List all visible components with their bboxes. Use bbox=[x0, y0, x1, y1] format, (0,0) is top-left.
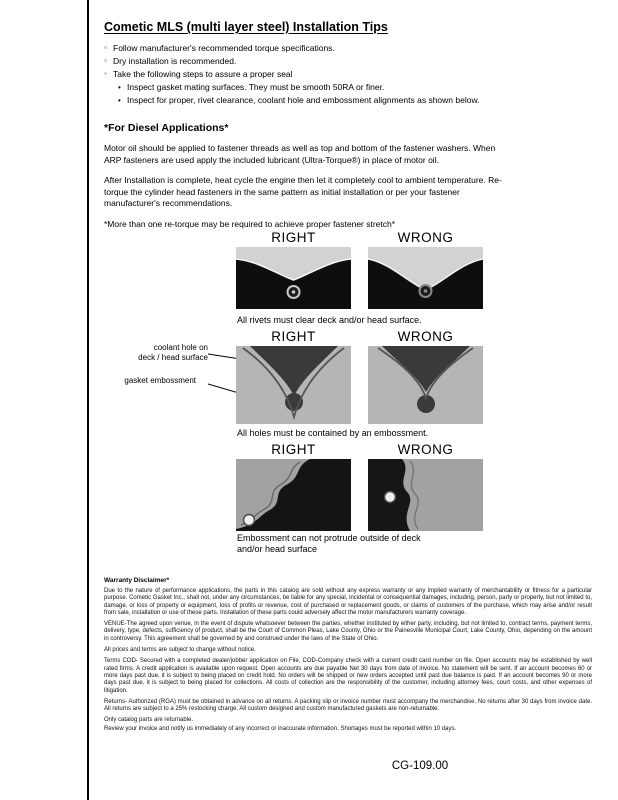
warranty-paragraph: VENUE-The agreed upon venue, in the event of dispute whatsoever between the parties, whether instituted by either party, including, but not limited to, contract terms, payment terms, delivery, type, defects, sufficiency of product, shall be the Court of Common Pleas, Lake County, Ohio or the Painesville Municipal Court, Lake County, Ohio, depending on the amount in controversy. This agreement shall be governed by and construed under the laws of the State of Ohio. bbox=[104, 621, 592, 642]
subtip-item: • Inspect gasket mating surfaces. They must be smooth 50RA or finer. bbox=[118, 81, 590, 94]
diesel-applications-heading: *For Diesel Applications* bbox=[104, 122, 229, 134]
embossment-wrong-photo bbox=[368, 346, 483, 424]
diagram-section bbox=[0, 230, 618, 565]
embossment-containment-right-image bbox=[236, 346, 351, 424]
rivet-right-photo bbox=[236, 247, 351, 309]
rivet-wrong-photo bbox=[368, 247, 483, 309]
coolant-callout-line1: coolant hole on bbox=[153, 343, 208, 352]
warranty-paragraph: Terms COD- Secured with a completed dealer/jobber application on File, COD-Company check with a current credit card number on file. Open accounts may be established by well rated firms. A credit application is available upon request. Open accounts are due payable Net 30 days from date of invoice. No statement will be sent. If an account becomes 60 or more days past due, it is subject to being placed on credit hold. No orders will be shipped or new orders accepted until past due balance is paid. If an account becomes 90 or more days past due, it is subject to being placed for collections. All costs of collection are the responsibility of the customer, including attorney fees, court costs, and other expenses of litigation. bbox=[104, 658, 592, 694]
diesel-paragraph-2: After Installation is complete, heat cycle the engine then let it completely cool to ambient temperature. Re-torque the cylinder head fasteners in the same pattern as initial installation or per your fastener manufacturer's recommendations. bbox=[104, 175, 502, 208]
warranty-paragraph: Review your invoice and notify us immediately of any incorrect or inaccurate information. Shortages must be reported within 10 days. bbox=[104, 726, 457, 733]
coolant-callout-line2: deck / head surface bbox=[138, 352, 208, 362]
warranty-paragraph: Due to the nature of performance applications, the parts in this catalog are sold without any express warranty or any implied warranty of merchantability or fitness for a particular purpose. Cometic Gasket Inc., shall not, under any circumstances, be liable for any special, incidental or consequential damages, including, person, party or property, but not limited to, damage, or loss of property or equipment, loss of profits or revenue, cost of purchased or replacement goods, or claims of customers of the purchase, which may arise and/or result from sale, installation or use of these parts. Installation of these parts could adversely affect the motor manufacturers warranty coverage. bbox=[104, 588, 592, 616]
warranty-paragraph: Only catalog parts are returnable. bbox=[104, 717, 194, 724]
bolt-hole-icon bbox=[244, 515, 255, 526]
rivet-clearance-right-image bbox=[236, 247, 351, 309]
warranty-heading: Warranty Disclaimer* bbox=[104, 577, 170, 584]
protrusion-wrong-photo bbox=[368, 459, 483, 531]
top-text-block bbox=[104, 20, 590, 230]
rivet-clearance-wrong-image bbox=[368, 247, 483, 309]
coolant-hole-icon bbox=[285, 393, 303, 411]
row1-caption: All rivets must clear deck and/or head surface. bbox=[237, 315, 422, 325]
row1-right-label: RIGHT bbox=[271, 230, 316, 245]
row2-wrong-label: WRONG bbox=[397, 329, 454, 344]
coolant-hole-callout bbox=[100, 343, 208, 362]
diesel-paragraph-1: Motor oil should be applied to fastener threads as well as top and bottom of the fastener washers. When ARP fasteners are used apply the included lubricant (Ultra-Torque®) in place of motor oil. bbox=[104, 143, 496, 165]
gasket-embossment-callout: gasket embossment bbox=[124, 376, 196, 385]
installation-tips-list bbox=[104, 42, 590, 81]
warranty-paragraph: Returns- Authorized (RGA) must be obtained in advance on all returns. A packing slip or invoice number must accompany the merchandise. No returns after 30 days from invoice date. All returns are subject to a 25% restocking charge. All custom designed and custom manufactured gaskets are non-returnable. bbox=[104, 698, 592, 713]
tip-item: ○ Take the following steps to assure a proper seal bbox=[104, 68, 590, 81]
row1-wrong-label: WRONG bbox=[397, 230, 454, 245]
row3-caption: Embossment can not protrude outside of deck and/or head surface bbox=[237, 533, 421, 554]
row2-right-label: RIGHT bbox=[271, 329, 316, 344]
row3-wrong-label: WRONG bbox=[397, 442, 454, 457]
bolt-hole-icon bbox=[385, 492, 396, 503]
protrusion-right-image bbox=[236, 459, 351, 531]
embossment-containment-wrong-image bbox=[368, 346, 483, 424]
row3-right-label: RIGHT bbox=[271, 442, 316, 457]
page-title: Cometic MLS (multi layer steel) Installation Tips bbox=[104, 20, 388, 34]
installation-subtips-list bbox=[104, 81, 590, 107]
diesel-paragraph-3: *More than one re-torque may be required to achieve proper fastener stretch* bbox=[104, 218, 396, 229]
tip-item: ○ Follow manufacturer's recommended torque specifications. bbox=[104, 42, 590, 55]
embossment-right-photo bbox=[236, 346, 351, 424]
protrusion-wrong-image bbox=[368, 459, 483, 531]
subtip-item: • Inspect for proper, rivet clearance, coolant hole and embossment alignments as shown below. bbox=[118, 94, 590, 107]
warranty-disclaimer-section bbox=[104, 577, 592, 738]
tip-item: ○ Dry installation is recommended. bbox=[104, 55, 590, 68]
protrusion-right-photo bbox=[236, 459, 351, 531]
row2-caption: All holes must be contained by an embossment. bbox=[237, 428, 429, 438]
page-code: CG-109.00 bbox=[391, 760, 449, 772]
warranty-paragraph: All prices and terms are subject to change without notice. bbox=[104, 647, 256, 654]
